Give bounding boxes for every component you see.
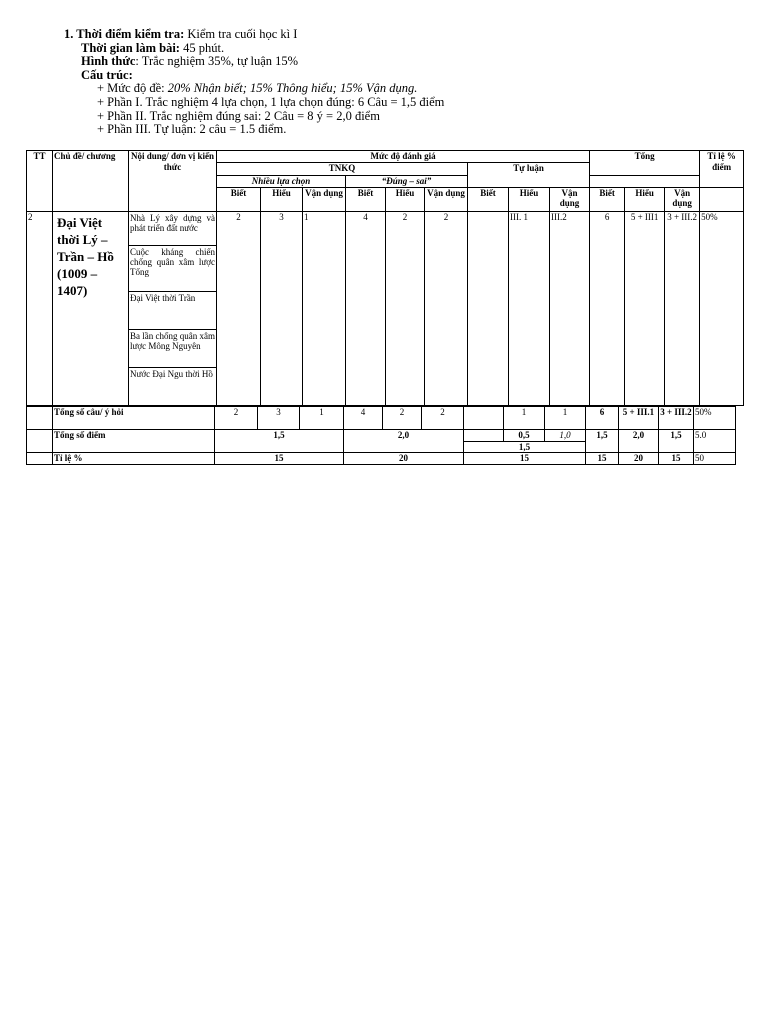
bullet-level-detail: 20% Nhận biết; 15% Thông hiểu; 15% Vận dụng. — [167, 81, 418, 96]
summary-p-blank — [27, 430, 53, 453]
header-total-blank — [590, 175, 700, 187]
col-tf-apply: Vận dụng — [425, 187, 468, 211]
summary-p-ratio: 5.0 — [694, 430, 736, 453]
summary-r-total-understand: 20 — [619, 453, 659, 465]
summary-r-label: Tỉ lệ % — [53, 453, 215, 465]
header-multiple-choice: Nhiều lựa chọn — [217, 175, 346, 187]
summary-q-label: Tổng số câu/ ý hỏi — [53, 407, 215, 430]
cell-total-know: 6 — [590, 211, 625, 405]
summary-q-tf-apply: 2 — [422, 407, 464, 430]
cell-total-apply: 3 + III.2 — [665, 211, 700, 405]
summary-p-essay-total: 1,5 — [464, 441, 586, 453]
summary-p-tf: 2,0 — [344, 430, 464, 453]
intro-line-format — [64, 55, 444, 69]
header-total: Tổng — [590, 151, 700, 176]
summary-r-ratio: 50 — [694, 453, 736, 465]
header-topic: Chủ đề/ chương — [53, 151, 129, 212]
cell-mc-know: 2 — [217, 211, 261, 405]
value-format: : Trắc nghiệm 35%, tự luận 15% — [135, 54, 299, 69]
summary-r-total-know: 15 — [586, 453, 619, 465]
cell-mc-understand: 3 — [261, 211, 303, 405]
summary-q-mc-know: 2 — [215, 407, 258, 430]
cell-tf-understand: 2 — [386, 211, 425, 405]
summary-p-essay-know — [464, 430, 504, 442]
col-essay-apply: Vận dụng — [550, 187, 590, 211]
col-total-apply: Vận dụng — [665, 187, 700, 211]
col-mc-understand: Hiểu — [261, 187, 303, 211]
summary-q-essay-apply: 1 — [545, 407, 586, 430]
label-format: Hình thức — [81, 54, 136, 69]
header-ratio: Tỉ lệ % điểm — [700, 151, 744, 188]
cell-total-understand: 5 + III1 — [625, 211, 665, 405]
col-essay-understand: Hiểu — [509, 187, 550, 211]
col-total-understand: Hiểu — [625, 187, 665, 211]
summary-p-label: Tổng số điểm — [53, 430, 215, 453]
summary-q-tf-know: 4 — [344, 407, 383, 430]
summary-q-essay-understand: 1 — [504, 407, 545, 430]
header-essay: Tự luận — [468, 162, 590, 187]
cell-tf-know: 4 — [346, 211, 386, 405]
data-row-1 — [27, 211, 744, 245]
chapter-title: Đại Việt thời Lý – Trần – Hồ (1009 – 1407) — [53, 211, 129, 405]
cell-essay-understand: III. 1 — [509, 211, 550, 405]
cell-mc-apply: 1 — [303, 211, 346, 405]
cell-tf-apply: 2 — [425, 211, 468, 405]
summary-q-total-apply: 3 + III.2 — [659, 407, 694, 430]
summary-row-points — [27, 430, 736, 442]
intro-line-structure — [64, 69, 444, 83]
intro-section — [64, 28, 444, 137]
cell-ratio: 50% — [700, 211, 744, 405]
topic-2: Cuộc kháng chiến chống quân xâm lược Tống — [129, 245, 217, 291]
header-tnkq: TNKQ — [217, 162, 468, 175]
summary-r-blank — [27, 453, 53, 465]
label-time: 1. Thời điểm kiểm tra: — [64, 27, 185, 41]
col-ratio-blank — [700, 187, 744, 211]
summary-q-ratio: 50% — [694, 407, 736, 430]
header-tt: TT — [27, 151, 53, 212]
summary-row-questions — [27, 407, 736, 430]
bullet-level-prefix: + Mức độ đề: — [97, 81, 168, 96]
value-time: Kiểm tra cuối học kì I — [184, 27, 298, 41]
structure-bullet-part3: + Phần III. Tự luận: 2 câu = 1.5 điểm. — [97, 122, 287, 137]
summary-p-mc: 1,5 — [215, 430, 344, 453]
intro-line-duration — [64, 42, 444, 56]
col-essay-know: Biết — [468, 187, 509, 211]
summary-row-percent — [27, 453, 736, 465]
cell-essay-apply: III.2 — [550, 211, 590, 405]
col-tf-understand: Hiểu — [386, 187, 425, 211]
header-row-1 — [27, 151, 744, 163]
row-tt: 2 — [27, 211, 53, 405]
structure-bullet-part1: + Phần I. Trắc nghiệm 4 lựa chọn, 1 lựa chọn đúng: 6 Câu = 1,5 điểm — [97, 94, 445, 109]
col-mc-know: Biết — [217, 187, 261, 211]
summary-p-essay-understand: 0,5 — [504, 430, 545, 442]
label-structure: Cấu trúc: — [81, 67, 133, 82]
topic-1: Nhà Lý xây dựng và phát triển đất nước — [129, 211, 217, 245]
topic-5: Nước Đại Ngu thời Hồ — [129, 367, 217, 405]
assessment-matrix-table — [26, 150, 744, 406]
summary-r-essay: 15 — [464, 453, 586, 465]
col-tf-know: Biết — [346, 187, 386, 211]
intro-line-time — [64, 28, 444, 42]
header-true-false: “Đúng – sai” — [346, 175, 468, 187]
summary-q-blank — [27, 407, 53, 430]
summary-p-total-apply: 1,5 — [659, 430, 694, 453]
summary-p-total-understand: 2,0 — [619, 430, 659, 453]
summary-q-essay-know — [464, 407, 504, 430]
cell-essay-know — [468, 211, 509, 405]
label-duration: Thời gian làm bài: — [81, 40, 180, 55]
summary-table — [26, 406, 736, 465]
topic-4: Ba lần chống quân xâm lược Mông Nguyên — [129, 329, 217, 367]
col-mc-apply: Vận dụng — [303, 187, 346, 211]
structure-bullet-part2: + Phần II. Trắc nghiệm đúng sai: 2 Câu = 8 ý = 2,0 điểm — [97, 108, 380, 123]
summary-p-total-know: 1,5 — [586, 430, 619, 453]
summary-q-total-know: 6 — [586, 407, 619, 430]
topic-3: Đại Việt thời Trần — [129, 291, 217, 329]
value-duration: 45 phút. — [179, 40, 225, 55]
summary-r-tf: 20 — [344, 453, 464, 465]
summary-r-total-apply: 15 — [659, 453, 694, 465]
summary-q-total-understand: 5 + III.1 — [619, 407, 659, 430]
col-total-know: Biết — [590, 187, 625, 211]
structure-bullet-level — [64, 82, 444, 96]
header-level: Mức độ đánh giá — [217, 151, 590, 163]
summary-p-essay-apply: 1,0 — [545, 430, 586, 442]
summary-r-mc: 15 — [215, 453, 344, 465]
summary-q-tf-understand: 2 — [383, 407, 422, 430]
header-content: Nội dung/ đơn vị kiến thức — [129, 151, 217, 212]
summary-q-mc-understand: 3 — [258, 407, 300, 430]
summary-q-mc-apply: 1 — [300, 407, 344, 430]
